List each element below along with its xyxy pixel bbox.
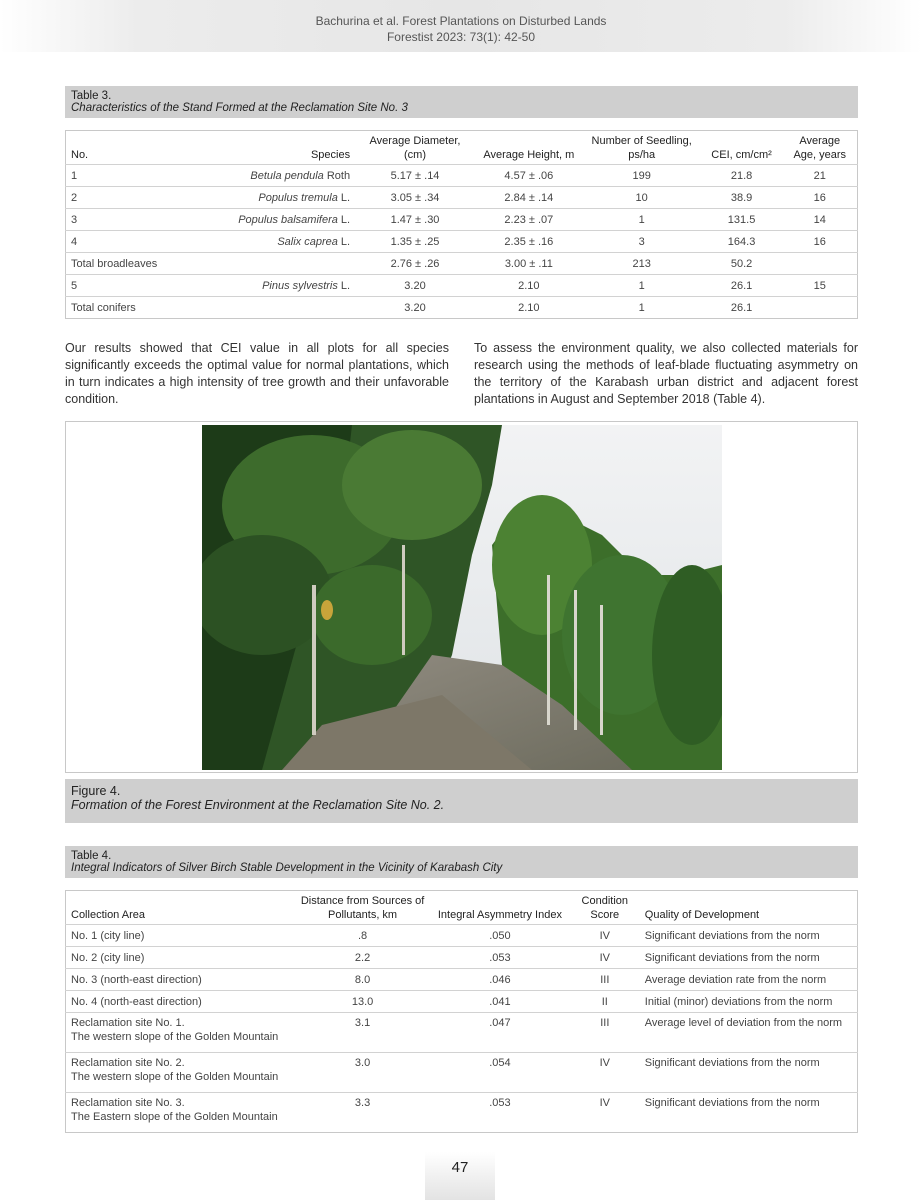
collection-area-line1: No. 1 (city line) <box>71 929 145 942</box>
table3-cell-diameter: 1.35 ± .25 <box>355 231 475 253</box>
table3-cell-age: 21 <box>783 165 858 187</box>
table3-cell-species <box>175 253 355 275</box>
table4-cell-index: .046 <box>430 969 570 991</box>
table4-cell-area <box>66 1093 296 1133</box>
header-journal-citation: Forestist 2023: 73(1): 42-50 <box>386 30 536 44</box>
table3-header-seedling: Number of Seedling, ps/ha <box>591 135 692 161</box>
table3-row <box>66 209 858 231</box>
table3-cell-species <box>175 165 355 187</box>
table3-row <box>66 253 858 275</box>
table4-cell-distance: 8.0 <box>295 969 430 991</box>
collection-area-line2: The western slope of the Golden Mountain <box>71 1031 279 1043</box>
table4-row <box>66 991 858 1013</box>
table4-cell-score: IV <box>570 1053 640 1093</box>
table3-header-diameter: Average Diameter, (cm) <box>369 135 461 161</box>
table3-cell-seedling: 1 <box>583 275 701 297</box>
table3-cell-age: 14 <box>783 209 858 231</box>
table3-cell-cei: 26.1 <box>701 297 783 319</box>
table3-cell-age: 16 <box>783 231 858 253</box>
table3-header-height: Average Height, m <box>483 149 575 161</box>
table3-cell-diameter: 5.17 ± .14 <box>355 165 475 187</box>
collection-area-line1: No. 2 (city line) <box>71 951 145 964</box>
table3-cell-age: 16 <box>783 187 858 209</box>
table4-cell-distance: 2.2 <box>295 947 430 969</box>
table3-cell-seedling: 3 <box>583 231 701 253</box>
table3-cell-species <box>175 209 355 231</box>
table3-cell-cei: 131.5 <box>701 209 783 231</box>
table4-cell-index: .053 <box>430 1093 570 1133</box>
table3-header-cei: CEI, cm/cm² <box>711 149 772 161</box>
collection-area-line1: No. 4 (north-east direction) <box>71 995 202 1008</box>
table3-cell-no: Total broadleaves <box>66 253 176 275</box>
table3-header-no: No. <box>71 149 89 161</box>
table4-cell-quality: Significant deviations from the norm <box>640 947 858 969</box>
table3-cell-no: 2 <box>66 187 176 209</box>
table3-row <box>66 165 858 187</box>
table4-cell-quality: Average deviation rate from the norm <box>640 969 858 991</box>
table4 <box>65 890 858 1133</box>
table4-header-distance: Distance from Sources of Pollutants, km <box>300 895 425 921</box>
figure4-caption <box>65 779 858 823</box>
table3-cell-age <box>783 253 858 275</box>
table3-cell-height: 2.84 ± .14 <box>475 187 583 209</box>
table3-cell-age <box>783 297 858 319</box>
running-header <box>0 0 922 52</box>
header-authors-title: Bachurina et al. Forest Plantations on Disturbed Lands <box>315 14 607 28</box>
table3-row <box>66 231 858 253</box>
table4-title: Integral Indicators of Silver Birch Stable Development in the Vicinity of Karabash City <box>71 862 503 874</box>
table3-header-row <box>66 131 858 165</box>
table4-header-index: Integral Asymmetry Index <box>437 909 562 921</box>
table3-cell-seedling: 1 <box>583 209 701 231</box>
table3-cell-cei: 21.8 <box>701 165 783 187</box>
table3-header-age: Average Age, years <box>793 135 847 161</box>
table3-cell-cei: 50.2 <box>701 253 783 275</box>
table3-row <box>66 187 858 209</box>
table3-cell-diameter: 2.76 ± .26 <box>355 253 475 275</box>
figure4-frame <box>65 421 858 773</box>
table3-cell-diameter: 3.20 <box>355 275 475 297</box>
table4-cell-index: .041 <box>430 991 570 1013</box>
table3-cell-species <box>175 297 355 319</box>
table4-row <box>66 925 858 947</box>
table4-cell-area <box>66 991 296 1013</box>
table4-cell-distance: 3.0 <box>295 1053 430 1093</box>
table4-cell-area <box>66 1013 296 1053</box>
species-author: L. <box>337 235 351 248</box>
table3-cell-height: 2.35 ± .16 <box>475 231 583 253</box>
table4-cell-score: IV <box>570 925 640 947</box>
table4-cell-distance: 13.0 <box>295 991 430 1013</box>
table4-cell-index: .053 <box>430 947 570 969</box>
table3-row <box>66 275 858 297</box>
body-text-left: Our results showed that CEI value in all plots for all species significantly exceeds the optimal value for normal plantations, which in turn indicates a high intensity of tree growth and their unfavorable condition. <box>65 341 449 406</box>
table4-row <box>66 1093 858 1133</box>
table3-cell-diameter: 1.47 ± .30 <box>355 209 475 231</box>
table3-cell-age: 15 <box>783 275 858 297</box>
table3-cell-species <box>175 231 355 253</box>
species-latin-name: Populus balsamifera <box>238 213 338 226</box>
table3-cell-seedling: 10 <box>583 187 701 209</box>
species-author: L. <box>337 191 351 204</box>
species-author: L. <box>337 279 351 292</box>
table4-body <box>66 925 858 1133</box>
table3-cell-no: Total conifers <box>66 297 176 319</box>
table3-cell-diameter: 3.05 ± .34 <box>355 187 475 209</box>
table3-body <box>66 165 858 319</box>
collection-area-line2: The Eastern slope of the Golden Mountain <box>71 1111 278 1123</box>
table4-cell-index: .054 <box>430 1053 570 1093</box>
table3-cell-height: 2.23 ± .07 <box>475 209 583 231</box>
table4-row <box>66 1053 858 1093</box>
table3-cell-no: 1 <box>66 165 176 187</box>
table4-cell-distance: 3.1 <box>295 1013 430 1053</box>
table4-cell-quality: Significant deviations from the norm <box>640 925 858 947</box>
table4-caption <box>65 846 858 878</box>
table4-cell-distance: 3.3 <box>295 1093 430 1133</box>
figure4-label: Figure 4. <box>71 784 121 798</box>
table3-cell-height: 2.10 <box>475 275 583 297</box>
table4-cell-quality: Significant deviations from the norm <box>640 1053 858 1093</box>
species-latin-name: Betula pendula <box>250 169 324 182</box>
table4-cell-area <box>66 1053 296 1093</box>
collection-area-line1: No. 3 (north-east direction) <box>71 973 202 986</box>
species-latin-name: Pinus sylvestris <box>262 279 338 292</box>
table3-row <box>66 297 858 319</box>
table4-cell-area <box>66 925 296 947</box>
table3-cell-diameter: 3.20 <box>355 297 475 319</box>
table4-label: Table 4. <box>71 850 112 862</box>
table4-cell-quality: Significant deviations from the norm <box>640 1093 858 1133</box>
table3-cell-height: 3.00 ± .11 <box>475 253 583 275</box>
table4-cell-quality: Initial (minor) deviations from the norm <box>640 991 858 1013</box>
table3-cell-seedling: 213 <box>583 253 701 275</box>
table4-cell-distance: .8 <box>295 925 430 947</box>
table3-caption <box>65 86 858 118</box>
species-latin-name: Populus tremula <box>258 191 338 204</box>
table3-cell-seedling: 1 <box>583 297 701 319</box>
table3-label: Table 3. <box>71 90 112 102</box>
table3-cell-height: 4.57 ± .06 <box>475 165 583 187</box>
table4-header-score: Condition Score <box>581 895 629 921</box>
collection-area-line1: Reclamation site No. 1. <box>71 1017 185 1029</box>
page-number: 47 <box>425 1152 495 1200</box>
table3-header-species: Species <box>310 149 351 161</box>
table4-cell-score: III <box>570 1013 640 1053</box>
table3-cell-cei: 26.1 <box>701 275 783 297</box>
table3-cell-species <box>175 275 355 297</box>
table3-cell-height: 2.10 <box>475 297 583 319</box>
table3-cell-species <box>175 187 355 209</box>
table4-header-quality: Quality of Development <box>644 909 760 921</box>
figure4-title: Formation of the Forest Environment at the Reclamation Site No. 2. <box>71 798 445 812</box>
table4-row <box>66 1013 858 1053</box>
table4-row <box>66 969 858 991</box>
table3-cell-cei: 164.3 <box>701 231 783 253</box>
table4-row <box>66 947 858 969</box>
table4-cell-score: IV <box>570 947 640 969</box>
table3-cell-no: 3 <box>66 209 176 231</box>
table3-title: Characteristics of the Stand Formed at the Reclamation Site No. 3 <box>71 102 408 114</box>
species-latin-name: Salix caprea <box>277 235 338 248</box>
table4-cell-index: .047 <box>430 1013 570 1053</box>
collection-area-line1: Reclamation site No. 3. <box>71 1097 185 1109</box>
table4-cell-area <box>66 947 296 969</box>
table4-header-row <box>66 891 858 925</box>
body-text-right: To assess the environment quality, we also collected materials for research using the methods of leaf-blade fluctuating asymmetry on the territory of the Karabash urban district and adjacent forest plantations in August and September 2018 (Table 4). <box>474 341 858 406</box>
species-author: L. <box>337 213 351 226</box>
forest-photo <box>202 425 722 770</box>
table4-cell-score: III <box>570 969 640 991</box>
collection-area-line1: Reclamation site No. 2. <box>71 1057 185 1069</box>
table4-cell-score: IV <box>570 1093 640 1133</box>
table3 <box>65 130 858 319</box>
table4-cell-index: .050 <box>430 925 570 947</box>
table4-cell-quality: Average level of deviation from the norm <box>640 1013 858 1053</box>
table4-cell-area <box>66 969 296 991</box>
table3-cell-no: 4 <box>66 231 176 253</box>
table3-cell-no: 5 <box>66 275 176 297</box>
table3-cell-seedling: 199 <box>583 165 701 187</box>
table4-cell-score: II <box>570 991 640 1013</box>
collection-area-line2: The western slope of the Golden Mountain <box>71 1071 279 1083</box>
species-author: Roth <box>323 169 351 182</box>
table3-cell-cei: 38.9 <box>701 187 783 209</box>
table4-header-area: Collection Area <box>71 909 145 921</box>
